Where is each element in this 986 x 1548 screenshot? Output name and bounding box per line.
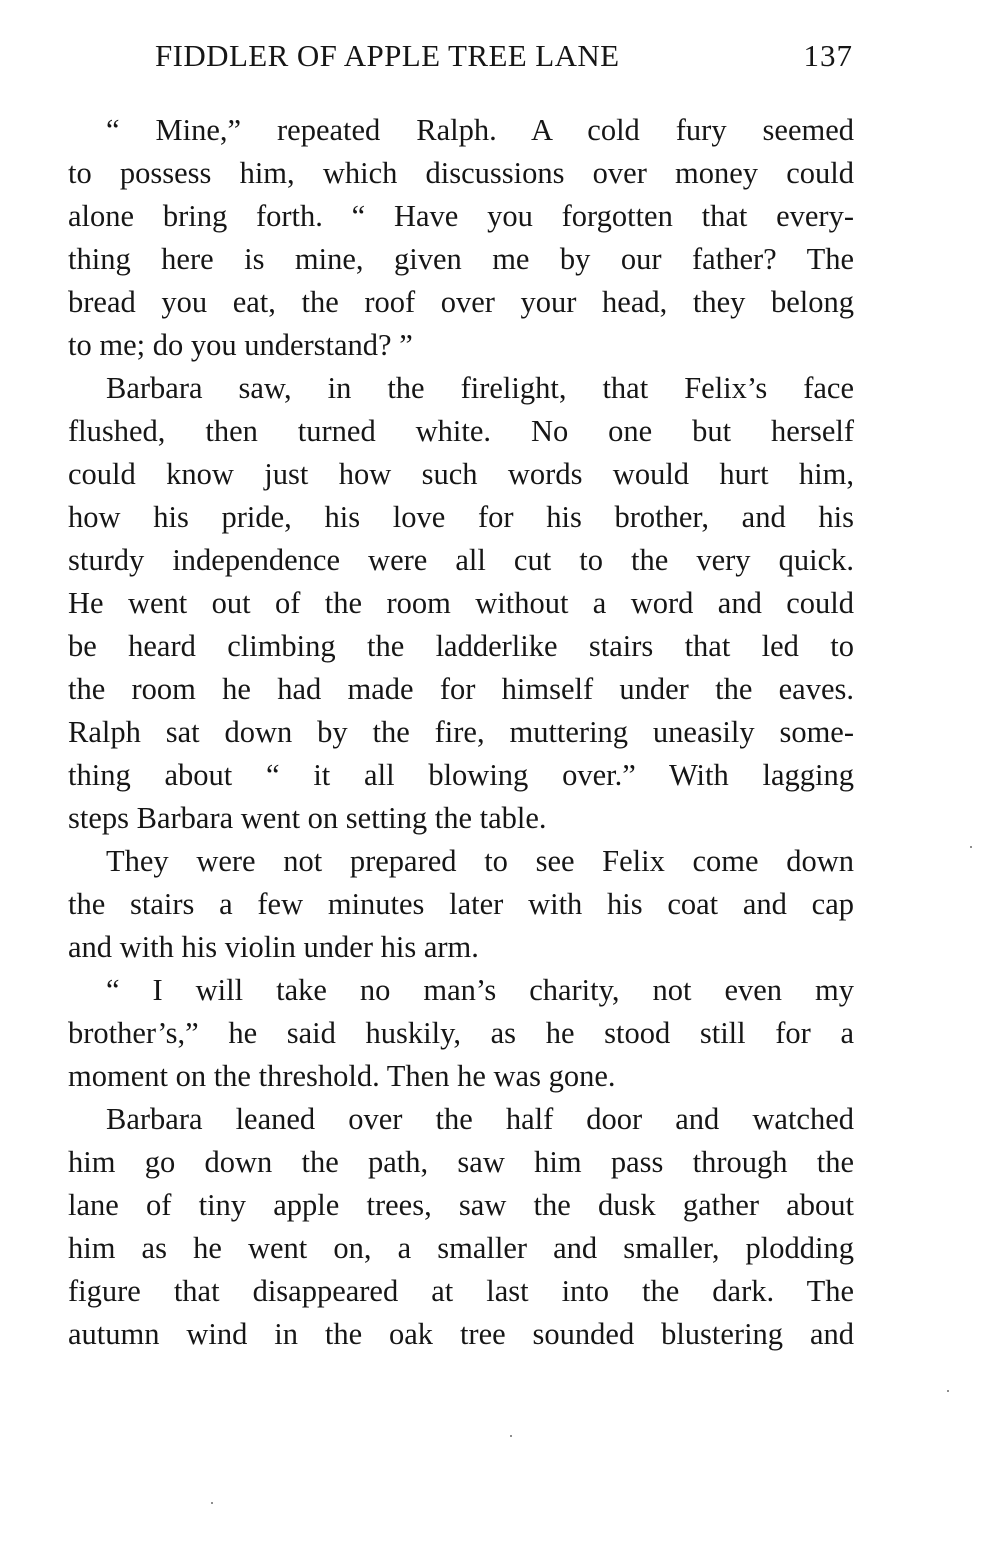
text-line: “ I will take no man’s charity, not even my [106,973,854,1007]
text-line: how his pride, his love for his brother, and his [68,500,854,534]
scan-speck [510,1435,512,1437]
text-line: sturdy independence were all cut to the very quick. [68,543,854,577]
paragraph [68,367,854,840]
text-line: thing here is mine, given me by our father? The [68,242,854,276]
running-head [155,34,855,78]
scan-speck [947,1390,949,1392]
text-line: to me; do you understand? ” [68,328,413,362]
scan-speck [970,846,972,848]
running-head-title: FIDDLER OF APPLE TREE LANE [155,38,620,73]
paragraph [68,969,854,1098]
text-line: him as he went on, a smaller and smaller, plodding [68,1231,854,1265]
text-line: the room he had made for himself under the eaves. [68,672,854,706]
text-line: lane of tiny apple trees, saw the dusk gather about [68,1188,854,1222]
paragraph [68,1098,854,1356]
body-text [68,109,854,1356]
text-line: steps Barbara went on setting the table. [68,801,547,835]
text-line: autumn wind in the oak tree sounded blustering and [68,1317,854,1351]
text-line: flushed, then turned white. No one but herself [68,414,854,448]
text-line: They were not prepared to see Felix come down [106,844,854,878]
text-line: Barbara leaned over the half door and watched [106,1102,854,1136]
text-line: Barbara saw, in the firelight, that Felix’s face [106,371,854,405]
text-line: alone bring forth. “ Have you forgotten that every- [68,199,854,233]
text-line: him go down the path, saw him pass through the [68,1145,854,1179]
paragraph [68,840,854,969]
text-line: to possess him, which discussions over money could [68,156,854,190]
text-line: moment on the threshold. Then he was gone. [68,1059,616,1093]
scan-speck [211,1502,213,1504]
text-line: bread you eat, the roof over your head, they belong [68,285,854,319]
page-number: 137 [803,38,853,73]
text-line: Ralph sat down by the fire, muttering uneasily some- [68,715,854,749]
text-line: the stairs a few minutes later with his coat and cap [68,887,854,921]
text-line: and with his violin under his arm. [68,930,479,964]
text-line: thing about “ it all blowing over.” With lagging [68,758,854,792]
paragraph [68,109,854,367]
text-line: be heard climbing the ladderlike stairs that led to [68,629,854,663]
text-line: could know just how such words would hurt him, [68,457,854,491]
text-line: He went out of the room without a word and could [68,586,854,620]
text-line: brother’s,” he said huskily, as he stood still for a [68,1016,854,1050]
text-line: “ Mine,” repeated Ralph. A cold fury seemed [106,113,854,147]
text-line: figure that disappeared at last into the dark. The [68,1274,854,1308]
